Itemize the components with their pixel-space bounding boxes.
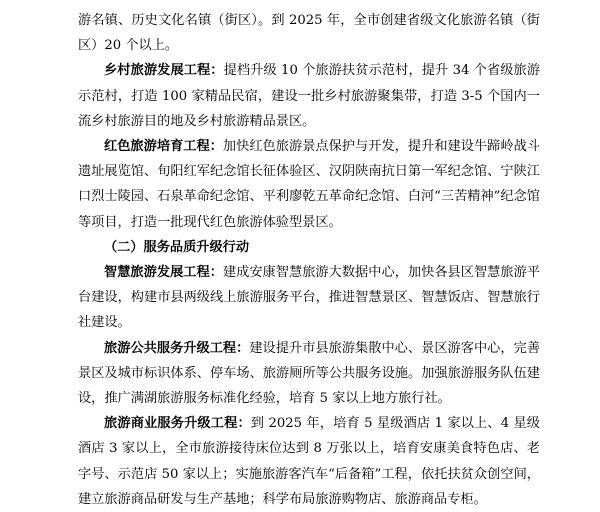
para-1 [78, 8, 540, 58]
heading-run: 旅游公共服务升级工程： [104, 340, 250, 356]
text-run: 建成安康智慧旅游大数据中心，加快各县区智慧旅游平台建设，构建市县两级线上旅游服务平台，推进智慧景区、智慧饭店、智慧旅行社建设。 [78, 265, 541, 331]
heading-run: 红色旅游培育工程： [104, 139, 223, 155]
document-body [78, 8, 540, 512]
para-5 [78, 260, 540, 336]
text-run: 20 个以上。 [104, 38, 179, 54]
text-run: 游名镇、历史文化名镇（街区）。到 2025 年，全市创建省级文化旅游名镇（街区） [78, 13, 540, 54]
text-run: 建设提升市县旅游集散中心、景区游客中心，完善景区及城市标识体系、停车场、旅游厕所等公共服务设施。加强旅游服务队伍建设，推广满湖旅游服务标准化经验，培育 5 家以上地方旅行社。 [78, 340, 540, 407]
para-4 [78, 235, 540, 260]
text-run: 加快红色旅游景点保护与开发，提升和建设牛蹄岭战斗遗址展览馆、旬阳红军纪念馆长征体验区、汉阴陕南抗日第一军纪念馆、宁陕江口烈士陵园、石泉革命纪念馆、平利廖乾五革命纪念馆、白河“三苦精神”纪念馆等项目，打造一批现代红色旅游体验型景区。 [78, 139, 541, 230]
para-2 [78, 58, 540, 134]
text-run: 提档升级 10 个旅游扶贫示范村，提升 34 个省级旅游示范村，打造 100 家精品民宿，建设一批乡村旅游聚集带，打造 3-5 个国内一流乡村旅游目的地及乡村旅游精品景区。 [78, 63, 541, 129]
para-3 [78, 134, 540, 235]
para-7 [78, 411, 540, 512]
heading-run: （二）服务品质升级行动 [104, 239, 250, 255]
heading-run: 旅游商业服务升级工程： [104, 416, 251, 432]
para-6 [78, 336, 540, 412]
text-run: 到 2025 年，培育 5 星级酒店 1 家以上、4 星级酒店 3 家以上，全市旅游接待床位达到 8 万张以上，培育安康美食特色店、老字号、示范店 50 家以上；实施旅游客汽车“后备箱”工程，依托扶贫众创空间，建立旅游商品研发与生产基地；科学布局旅游购物店、旅游商品专柜。 [78, 416, 540, 507]
heading-run: 乡村旅游发展工程： [104, 63, 224, 79]
heading-run: 智慧旅游发展工程： [104, 265, 223, 281]
